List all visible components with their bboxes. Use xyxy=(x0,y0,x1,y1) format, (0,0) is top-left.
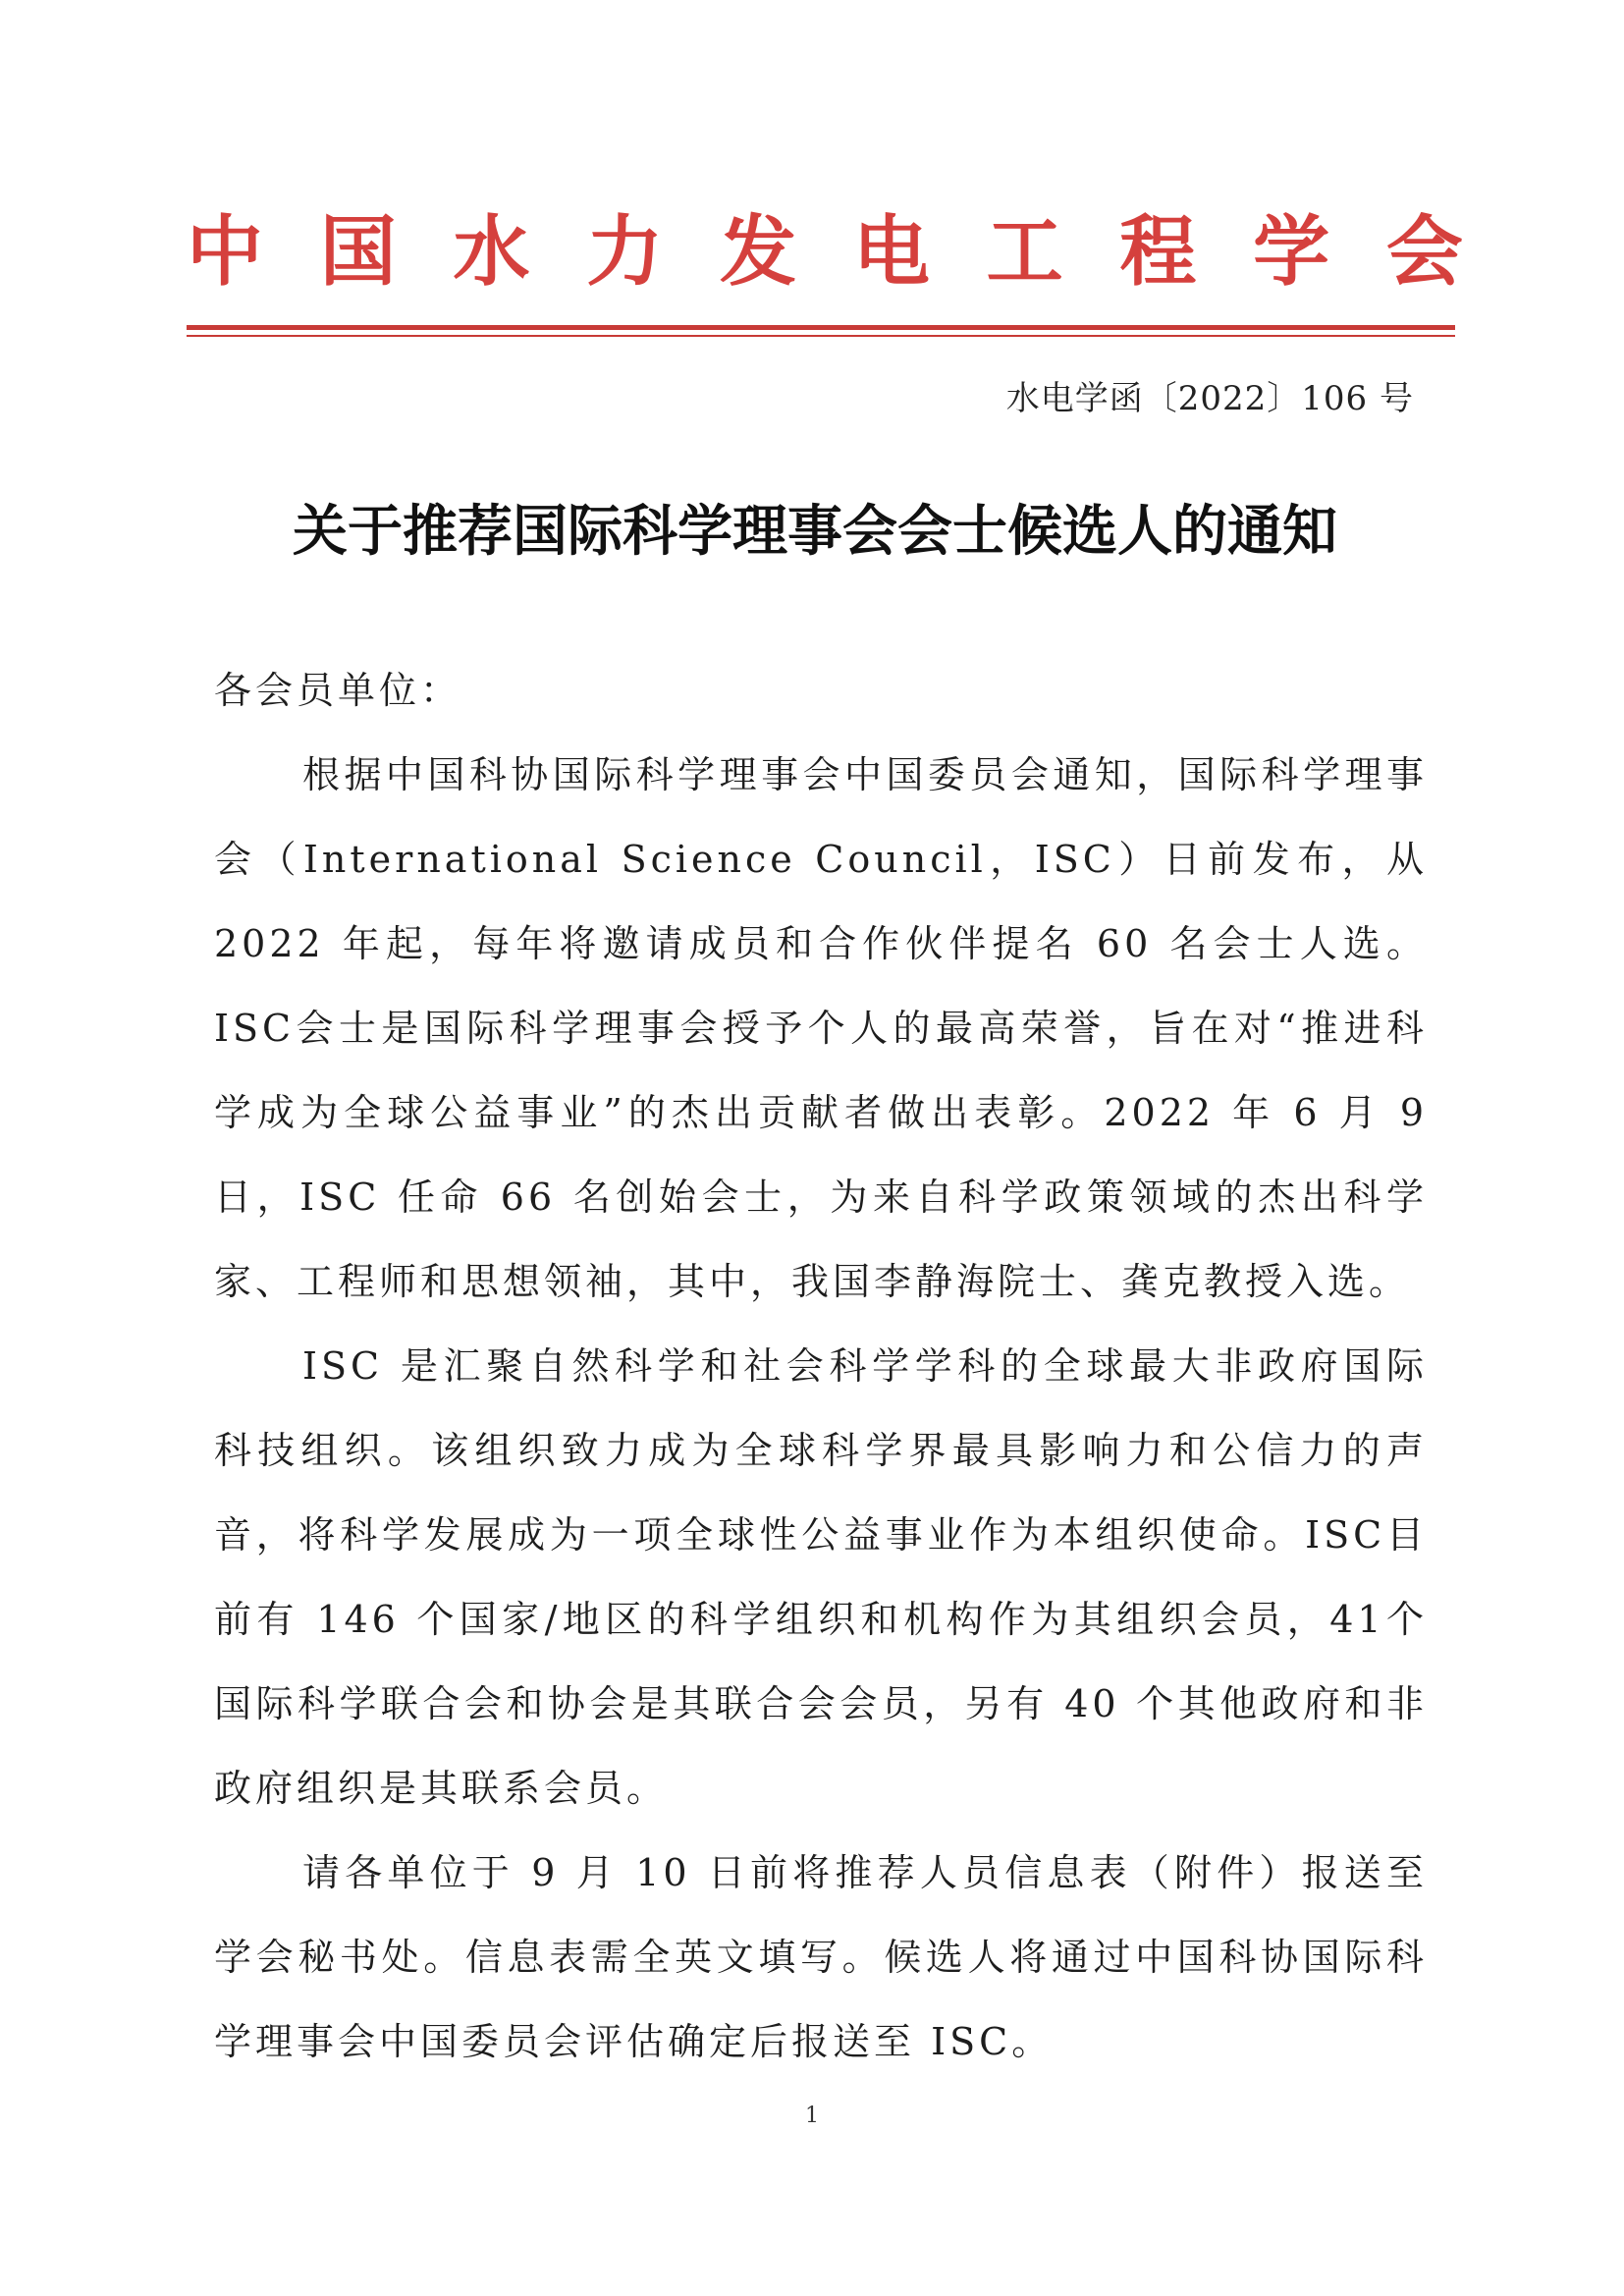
page-number: 1 xyxy=(805,2104,819,2128)
letterhead-rule-thin xyxy=(187,335,1455,337)
letterhead-char: 发 xyxy=(720,208,797,297)
letterhead-char: 中 xyxy=(187,208,264,297)
body-paragraph: 根据中国科协国际科学理事会中国委员会通知，国际科学理事会（International Science Council，ISC）日前发布，从2022 年起，每年将邀请成员和合作伙伴提名 60 名会士人选。ISC会士是国际科学理事会授予个人的最高荣誉，旨在对“推进科学成为全球公益事业”的杰出贡献者做出表彰。2022 年 6 月 9 日，ISC 任命 66 名创始会士，为来自科学政策领域的杰出科学家、工程师和思想领袖，其中，我国李静海院士、龚克教授入选。 xyxy=(214,753,1428,1303)
letterhead-char: 程 xyxy=(1119,208,1197,297)
letterhead-org-name xyxy=(187,208,1463,297)
letterhead-char: 水 xyxy=(453,208,530,297)
letterhead-char: 国 xyxy=(319,208,397,297)
letterhead-char: 力 xyxy=(586,208,664,297)
document-body xyxy=(214,648,1428,2084)
salutation: 各会员单位： xyxy=(214,669,462,712)
body-paragraph: 请各单位于 9 月 10 日前将推荐人员信息表（附件）报送至学会秘书处。信息表需全英文填写。候选人将通过中国科协国际科学理事会中国委员会评估确定后报送至 ISC。 xyxy=(214,1851,1428,2063)
letterhead-rule-thick xyxy=(187,325,1455,330)
letterhead-char: 会 xyxy=(1385,208,1463,297)
body-paragraph: ISC 是汇聚自然科学和社会科学学科的全球最大非政府国际科技组织。该组织致力成为全球科学界最具影响力和公信力的声音，将科学发展成为一项全球性公益事业作为本组织使命。ISC目前有 146 个国家/地区的科学组织和机构作为其组织会员，41个国际科学联合会和协会是其联合会会员，另有 40 个其他政府和非政府组织是其联系会员。 xyxy=(214,1344,1428,1810)
document-title: 关于推荐国际科学理事会会士候选人的通知 xyxy=(293,500,1337,564)
document-number: 水电学函〔2022〕106 号 xyxy=(1005,379,1414,418)
letterhead-char: 学 xyxy=(1253,208,1330,297)
letterhead-char: 电 xyxy=(852,208,930,297)
letterhead-char: 工 xyxy=(986,208,1063,297)
